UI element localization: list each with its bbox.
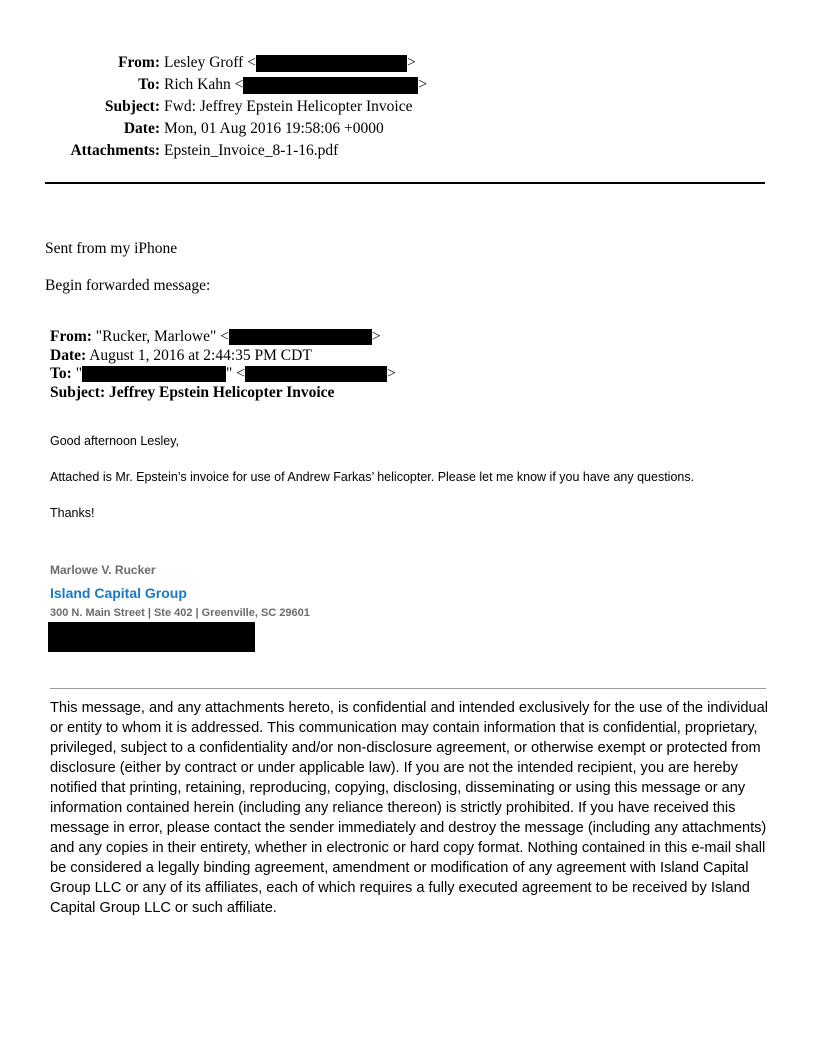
redaction-box xyxy=(245,366,387,382)
forwarded-date-row xyxy=(50,347,396,366)
forwarded-to-row xyxy=(50,365,396,384)
header-to-row xyxy=(0,74,816,96)
header-attachments-row xyxy=(0,140,816,162)
redaction-box xyxy=(82,366,226,382)
disclaimer-divider xyxy=(50,688,766,689)
forwarded-to-label: To: xyxy=(50,365,72,382)
redaction-box xyxy=(256,55,407,72)
email-header xyxy=(0,52,816,162)
header-date-row xyxy=(0,118,816,140)
header-date-value: Mon, 01 Aug 2016 19:58:06 +0000 xyxy=(164,120,384,137)
header-subject-label: Subject: xyxy=(104,98,160,115)
forwarded-from-label: From: xyxy=(50,328,92,345)
message-thanks: Thanks! xyxy=(50,506,95,520)
header-date-label: Date: xyxy=(123,120,160,137)
header-to-text: Rich Kahn < xyxy=(164,76,244,93)
forwarded-date-label: Date: xyxy=(50,346,87,364)
redaction-box xyxy=(243,77,418,94)
header-divider xyxy=(45,182,765,184)
forwarded-close-bracket: > xyxy=(371,328,381,345)
header-from-row xyxy=(0,52,816,74)
signature-company: Island Capital Group xyxy=(50,585,187,601)
redaction-box xyxy=(229,329,372,345)
forwarded-header xyxy=(50,328,396,402)
forwarded-close-bracket: > xyxy=(386,365,396,382)
header-to-label: To: xyxy=(138,76,160,93)
header-subject-row xyxy=(0,96,816,118)
forwarded-subject-row xyxy=(50,384,396,403)
confidentiality-disclaimer: This message, and any attachments hereto, is confidential and intended exclusively for the use of the individual or entity to whom it is addressed. This communication may contain information that is confidential, proprietary, privileged, subject to a confidentiality and/or non-disclosure agreement, or otherwise exempt or protected from disclosure (either by contract or under applicable law). If you are not the intended recipient, you are hereby notified that printing, retaining, reproducing, copying, disclosing, disseminating or using this message or any information contained herein (including any reliance thereon) is strictly prohibited. If you have received this message in error, please contact the sender immediately and destroy the message (including any attachments) and any copies in their entirety, whether in electronic or hard copy format. Nothing contained in this e-mail shall be considered a legally binding agreement, amendment or modification of any agreement with Island Capital Group LLC or any of its affiliates, each of which requires a fully executed agreement to be received by Island Capital Group LLC or such affiliate. xyxy=(50,700,768,916)
forwarded-to-open: " xyxy=(75,365,83,382)
forwarded-to-mid: " < xyxy=(226,365,245,382)
header-from-value xyxy=(164,52,416,74)
forwarded-from-row xyxy=(50,328,396,347)
redaction-box xyxy=(48,622,255,652)
forwarded-subject-label: Subject: xyxy=(50,383,106,401)
header-close-bracket: > xyxy=(406,54,416,71)
header-close-bracket: > xyxy=(418,76,428,93)
signature-address: 300 N. Main Street | Ste 402 | Greenville, SC 29601 xyxy=(50,607,310,619)
signature-name: Marlowe V. Rucker xyxy=(50,563,156,577)
header-attachments-value: Epstein_Invoice_8-1-16.pdf xyxy=(164,142,339,159)
forwarded-subject-value: Jeffrey Epstein Helicopter Invoice xyxy=(108,383,335,401)
message-greeting: Good afternoon Lesley, xyxy=(50,434,180,448)
header-to-value xyxy=(164,74,427,96)
forwarded-date-value: August 1, 2016 at 2:44:35 PM CDT xyxy=(89,346,312,364)
header-attachments-label: Attachments: xyxy=(70,142,160,159)
forwarded-from-value: "Rucker, Marlowe" < xyxy=(95,328,229,345)
header-from-text: Lesley Groff < xyxy=(164,54,256,71)
header-from-label: From: xyxy=(118,54,160,71)
begin-forwarded-line: Begin forwarded message: xyxy=(45,277,211,294)
sent-from-line: Sent from my iPhone xyxy=(45,240,178,257)
message-body: Attached is Mr. Epstein’s invoice for use of Andrew Farkas’ helicopter. Please let me know if you have any questions. xyxy=(50,470,695,484)
header-subject-value: Fwd: Jeffrey Epstein Helicopter Invoice xyxy=(164,98,413,115)
